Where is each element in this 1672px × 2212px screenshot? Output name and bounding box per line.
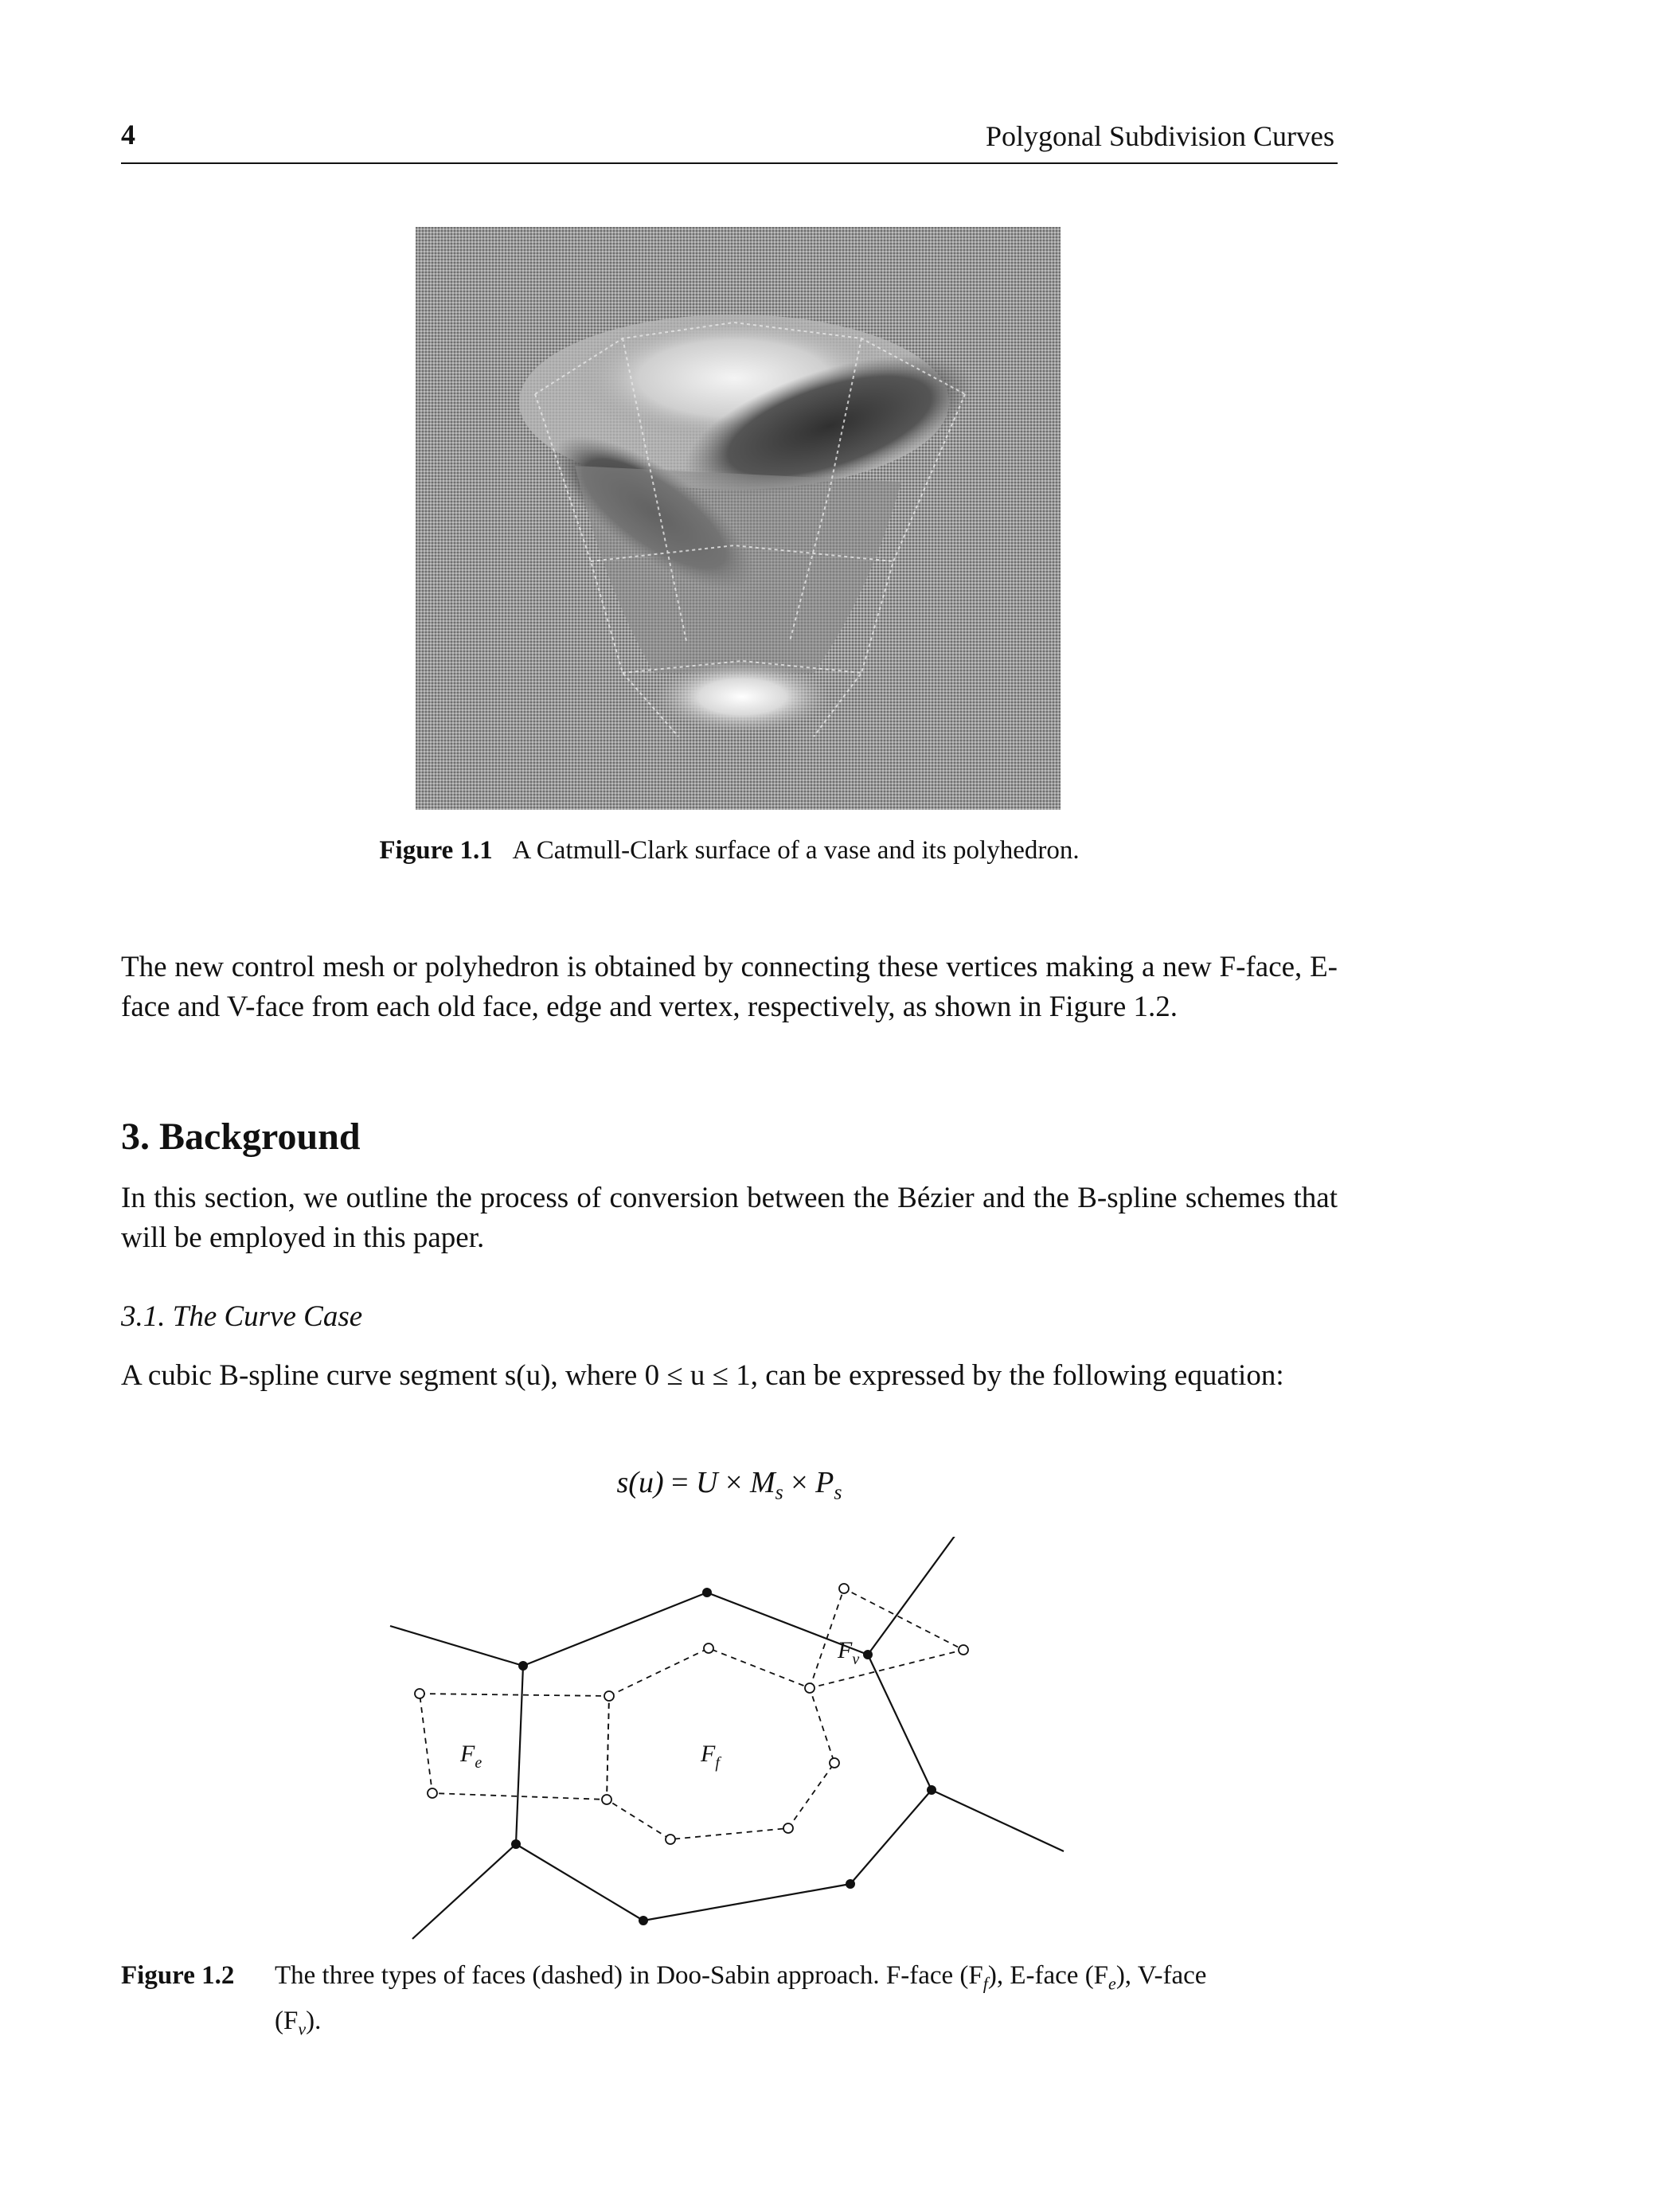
figure-1-2-label: Figure 1.2 — [121, 1961, 235, 1990]
equation-m-sub: s — [775, 1480, 783, 1504]
figure-1-1-label: Figure 1.1 — [379, 836, 493, 865]
label-fv: $F_v$ — [838, 1637, 860, 1668]
figure-1-2-text-e: ). — [306, 2006, 322, 2035]
figure-1-2-sub-e: e — [1108, 1973, 1116, 1994]
equation-m: M — [749, 1466, 775, 1499]
paragraph-curve-case: A cubic B-spline curve segment s(u), where 0 ≤ u ≤ 1, can be expressed by the following equation: — [121, 1359, 1284, 1392]
figure-1-1-caption — [121, 836, 1338, 866]
page-number: 4 — [121, 119, 135, 150]
equation-times-1: × — [725, 1466, 743, 1499]
label-ff: $F_f$ — [701, 1741, 720, 1772]
figure-1-2-sub-f: f — [982, 1973, 988, 1994]
equation-p-sub: s — [834, 1480, 842, 1504]
figure-1-1-text: A Catmull-Clark surface of a vase and its polyhedron. — [512, 836, 1080, 865]
equation-equals: = — [671, 1466, 689, 1499]
figure-1-2-caption — [121, 1957, 1338, 2047]
figure-1-2-text-c: ), V-face — [1115, 1961, 1207, 1990]
equation-lhs: s(u) — [616, 1466, 664, 1499]
section-heading: 3. Background — [121, 1116, 361, 1158]
new-vertices — [415, 1584, 968, 1844]
original-mesh-edges — [390, 1537, 1064, 1939]
f-face-outline — [607, 1648, 834, 1839]
figure-1-2-text-a: The three types of faces (dashed) in Doo-Sabin approach. F-face (F — [275, 1961, 983, 1990]
equation-u: U — [696, 1466, 718, 1499]
v-face-outline — [810, 1589, 963, 1688]
doo-sabin-diagram — [382, 1537, 1083, 1951]
paragraph-background: In this section, we outline the process of conversion between the Bézier and the B-spline schemes that will be employed in this paper. — [121, 1182, 1338, 1254]
original-vertices — [511, 1588, 936, 1925]
vase-base — [654, 661, 830, 733]
figure-1-2-sub-v: v — [298, 2019, 307, 2039]
running-header — [121, 118, 1338, 164]
running-title: Polygonal Subdivision Curves — [985, 120, 1334, 152]
label-fe: $F_e$ — [460, 1741, 482, 1772]
equation-times-2: × — [791, 1466, 808, 1499]
equation-bspline — [121, 1465, 1338, 1505]
figure-1-2-text-b: ), E-face (F — [987, 1961, 1109, 1990]
vase-surface-figure — [416, 227, 1061, 810]
figure-1-2-text-d: (F — [275, 2006, 299, 2035]
equation-p: P — [815, 1466, 834, 1499]
subsection-heading: 3.1. The Curve Case — [121, 1300, 363, 1333]
new-faces-dashed — [420, 1589, 963, 1839]
paragraph-control-mesh: The new control mesh or polyhedron is obtained by connecting these vertices making a new F-face, E-face and V-face from each old face, edge and vertex, respectively, as shown in Figure 1.2. — [121, 951, 1338, 1023]
e-face-outline — [420, 1694, 609, 1800]
